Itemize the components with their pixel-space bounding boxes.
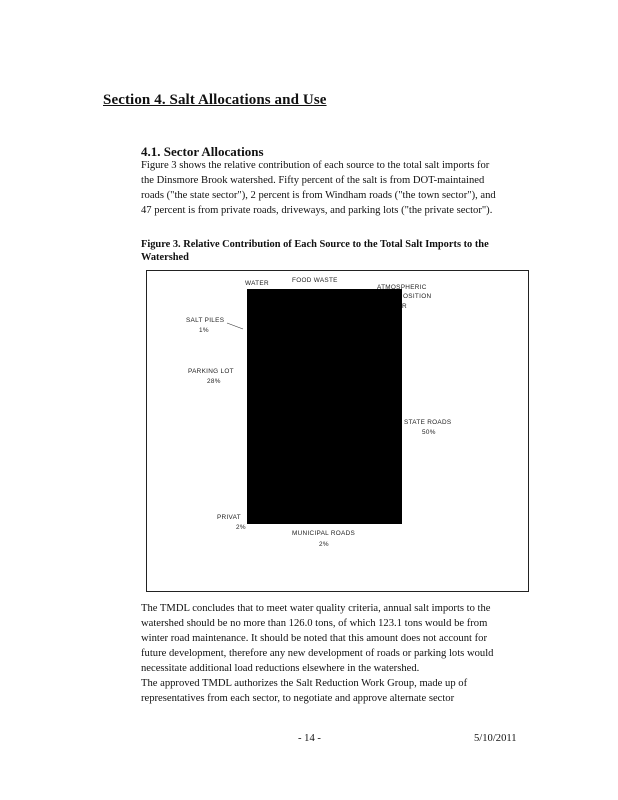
label-deposition: OSITION — [403, 293, 432, 300]
pie-chart — [147, 271, 530, 593]
label-parking-lots-value: 28% — [207, 378, 221, 385]
label-atmospheric: ATMOSPHERIC — [377, 284, 427, 291]
subsection-title: 4.1. Sector Allocations — [141, 144, 264, 159]
label-state-roads: STATE ROADS — [404, 419, 452, 426]
intro-paragraph — [141, 158, 536, 218]
paragraph-line: watershed should be no more than 126.0 tons, of which 123.1 tons would be from — [141, 618, 488, 629]
paragraph-line: 47 percent is from private roads, driveways, and parking lots ("the private sector"). — [141, 205, 493, 216]
label-food-waste: FOOD WASTE — [292, 277, 338, 284]
caption-line: Watershed — [141, 252, 189, 263]
paragraph-line: roads ("the state sector"), 2 percent is from Windham roads ("the town sector"), and — [141, 190, 496, 201]
pie-redacted-block — [247, 289, 402, 524]
paragraph-line: the Dinsmore Brook watershed. Fifty percent of the salt is from DOT-maintained — [141, 175, 485, 186]
figure-caption — [141, 238, 541, 264]
caption-line: Figure 3. Relative Contribution of Each Source to the Total Salt Imports to the — [141, 239, 489, 250]
figure-frame — [146, 270, 529, 592]
paragraph-line: winter road maintenance. It should be noted that this amount does not account for — [141, 633, 487, 644]
label-atmospheric-value: R — [402, 303, 407, 310]
label-private: PRIVAT — [217, 514, 241, 521]
tmdl-paragraph — [141, 601, 536, 676]
work-group-paragraph — [141, 676, 536, 706]
label-state-roads-value: 50% — [422, 429, 436, 436]
leader-line-salt-piles — [227, 323, 243, 329]
paragraph-line: necessitate additional load reductions elsewhere in the watershed. — [141, 663, 420, 674]
label-water: WATER — [245, 280, 269, 287]
label-parking-lots: PARKING LOT — [188, 368, 234, 375]
paragraph-line: future development, therefore any new development of roads or parking lots would — [141, 648, 494, 659]
section-title: Section 4. Salt Allocations and Use — [103, 92, 327, 108]
paragraph-line: Figure 3 shows the relative contribution of each source to the total salt imports for — [141, 160, 490, 171]
label-salt-piles: SALT PILES — [186, 317, 225, 324]
paragraph-line: The approved TMDL authorizes the Salt Reduction Work Group, made up of — [141, 678, 468, 689]
paragraph-line: The TMDL concludes that to meet water quality criteria, annual salt imports to the — [141, 603, 491, 614]
page-number: - 14 - — [298, 733, 321, 744]
label-private-value: 2% — [236, 524, 246, 531]
label-salt-piles-value: 1% — [199, 327, 209, 334]
label-municipal-roads-value: 2% — [319, 541, 329, 548]
paragraph-line: representatives from each sector, to negotiate and approve alternate sector — [141, 693, 455, 704]
label-municipal-roads: MUNICIPAL ROADS — [292, 530, 356, 537]
footer-date: 5/10/2011 — [474, 733, 517, 744]
